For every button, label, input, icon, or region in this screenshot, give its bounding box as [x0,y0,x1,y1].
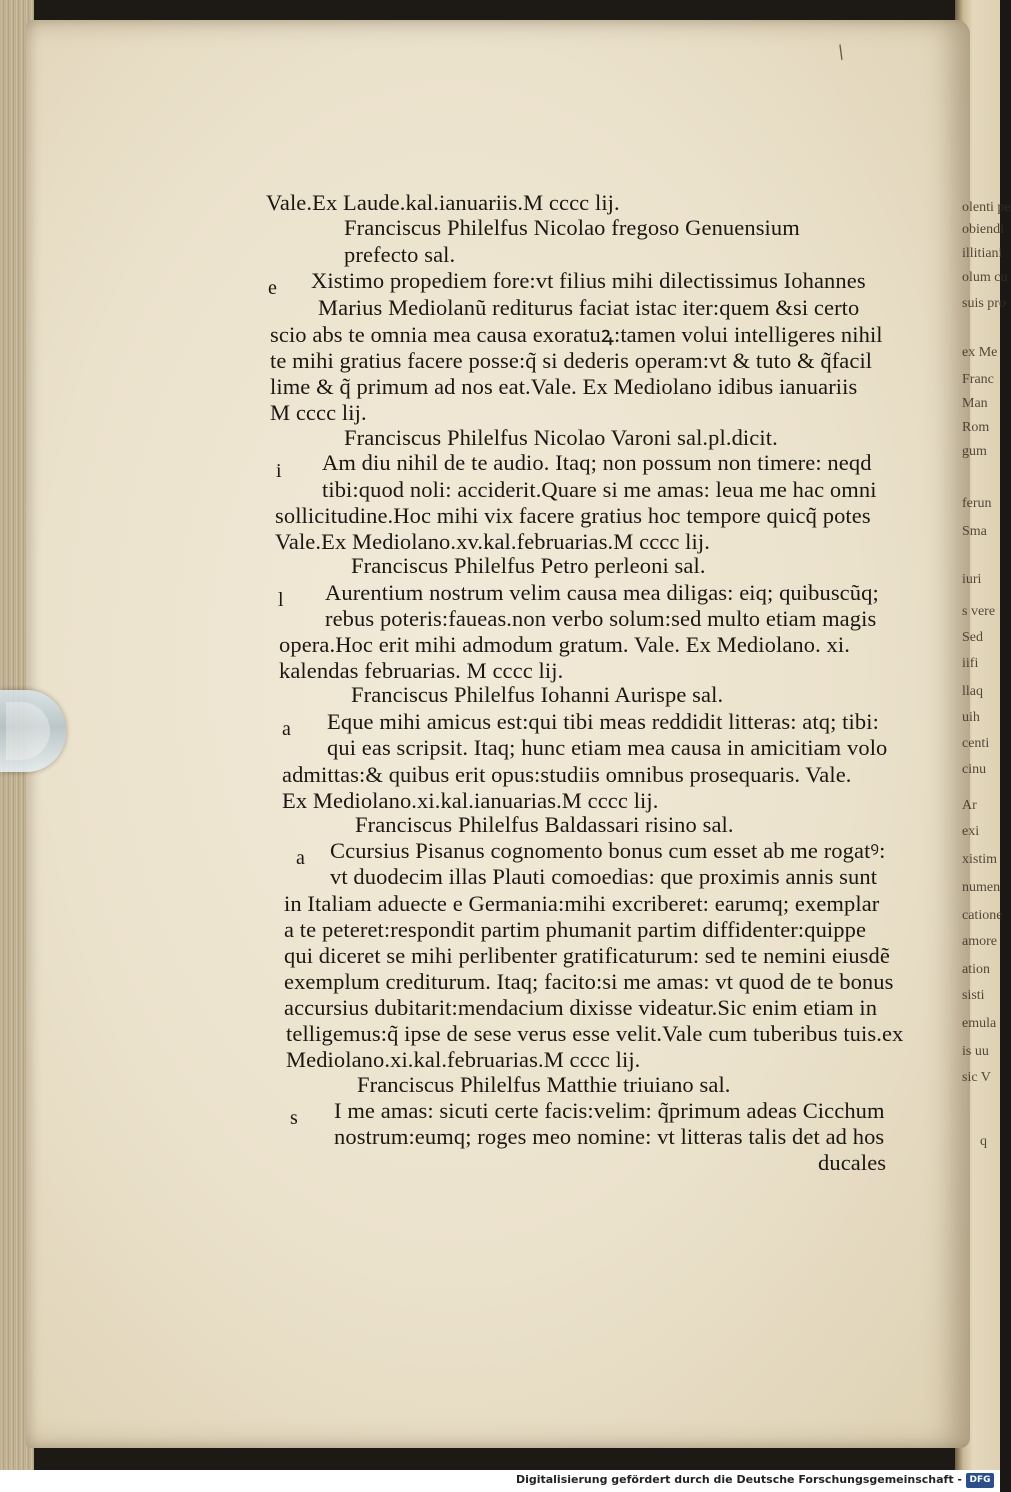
text-line: a te peteret:respondit partim phumanit partim diffidenter:quippe [284,917,867,942]
facing-page-text: obiendi [962,222,1004,237]
facing-page-text: sisti [962,988,985,1003]
facing-page-text: exi [962,824,980,839]
text-line: admittas:& quibus erit opus:studiis omnibus prosequaris. Vale. [282,762,852,787]
facing-page-text: ation [962,962,990,977]
text-line: telligemus:q̃ ipse de sese verus esse velit.Vale cum tuberibus tuis.ex [286,1021,904,1046]
text-line: Mediolano.xi.kal.februarias.M cccc lij. [286,1047,641,1072]
facing-page-text: olum cu [962,270,1008,285]
text-line: Ccursius Pisanus cognomento bonus cum esset ab me rogatꝰ: [330,838,886,863]
text-line: rebus poteris:faueas.non verbo solum:sed multo etiam magis [325,606,877,631]
letter-heading: Franciscus Philelfus Baldassari risino sal. [355,812,734,837]
facing-page-text: emula [962,1016,997,1031]
facing-page-text: gum [962,444,987,459]
facing-page-text: xistim [962,852,998,867]
facing-page-text: Franc [962,372,994,387]
text-line: qui eas scripsit. Itaq; hunc etiam mea causa in amicitiam volo [327,735,888,760]
letter-heading: Franciscus Philelfus Iohanni Aurispe sal. [351,682,724,707]
text-line: Xistimo propediem fore:vt filius mihi dilectissimus Iohannes [311,268,866,293]
facing-page-text: uih [962,710,980,725]
text-line: qui diceret se mihi perlibenter gratificaturum: sed te nemini eiusdẽ [284,943,890,968]
text-line: Am diu nihil de te audio. Itaq; non possum non timere: neqd [322,450,872,475]
text-line: nostrum:eumq; roges meo nomine: vt litteras talis det ad hos [334,1124,885,1149]
guide-initial: a [282,718,291,740]
facing-page-text: cinu [962,762,987,777]
text-line: Eque mihi amicus est:qui tibi meas reddidit litteras: atq; tibi: [327,709,879,734]
facing-page-text: iifi [962,656,979,671]
facing-page-text: ex Me [962,345,998,360]
text-line: sollicitudine.Hoc mihi vix facere gratius hoc tempore quicq̃ potes [275,503,871,528]
facing-page-text: olenti pe [962,200,1011,215]
facing-page-text: Sed [962,630,983,645]
facing-page-text: s vere [962,604,996,619]
text-line: Vale.Ex Laude.kal.ianuariis.M cccc lij. [266,190,620,215]
text-line: kalendas februarias. M cccc lij. [279,658,564,683]
facing-page-text: llaq [962,684,983,699]
guide-initial: i [276,460,282,482]
text-line: tibi:quod noli: acciderit.Quare si me amas: leua me hac omni [322,477,877,502]
text-line: Vale.Ex Mediolano.xv.kal.februarias.M cccc lij. [275,529,710,554]
facing-page-text: suis pro [962,296,1006,311]
letter-heading: Franciscus Philelfus Petro perleoni sal. [351,553,706,578]
facing-page-text: catione [962,908,1003,923]
text-line: vt duodecim illas Plauti comoedias: que proximis annis sunt [330,864,878,889]
text-line: Marius Mediolanũ rediturus faciat istac iter:quem &si certo [318,295,860,320]
letter-heading: Franciscus Philelfus Nicolao fregoso Genuensium [344,215,800,240]
facing-page-text: Rom [962,420,990,435]
text-line: in Italiam aduecte e Germania:mihi excriberet: earumq; exemplar [284,891,880,916]
text-line: Ex Mediolano.xi.kal.ianuarias.M cccc lij. [282,788,659,813]
facing-page-text: amore [962,934,997,949]
guide-initial: l [278,589,284,611]
facing-page-text: Man [962,396,988,411]
guide-initial: e [268,277,277,299]
text-line: te mihi gratius facere posse:q̃ si dederis operam:vt & tuto & q̃facil [270,348,873,373]
facing-page-text: Sma [962,524,987,539]
text-line: I me amas: sicuti certe facis:velim: q̃primum adeas Cicchum [334,1098,885,1123]
catchword: ducales [818,1150,887,1175]
letter-heading: Franciscus Philelfus Matthie triuiano sal. [357,1072,731,1097]
letter-heading: prefecto sal. [344,242,456,267]
guide-initial: s [290,1107,298,1129]
letter-heading: Franciscus Philelfus Nicolao Varoni sal.pl.dicit. [344,425,778,450]
corner-mark: / [833,41,849,64]
facing-page-text: illitiani [962,246,1003,261]
text-line: M cccc lij. [270,400,367,425]
text-line: exemplum crediturum. Itaq; facito:si me amas: vt quod de te bonus [284,969,894,994]
facing-page-text: q [980,1134,987,1149]
facing-page-text: sic V [962,1070,991,1085]
guide-initial: a [296,847,305,869]
facing-page-text: numen [962,880,1001,895]
facing-page-text: is uu [962,1044,989,1059]
text-line: accursius dubitarit:mendacium dixisse videatur.Sic enim etiam in [284,995,878,1020]
facing-page-text: iuri [962,572,982,587]
facing-page-text: Ar [962,798,977,813]
text-line: scio abs te omnia mea causa exoratuꝝ:tamen volui intelligeres nihil [270,322,883,347]
text-line: Aurentium nostrum velim causa mea diligas: eiq; quibuscũq; [325,580,879,605]
dfg-logo: DFG [966,1473,994,1488]
funding-notice: Digitalisierung gefördert durch die Deutsche Forschungsgemeinschaft - [515,1473,962,1486]
facing-page-text: centi [962,736,990,751]
digitization-footer [0,1470,1000,1492]
text-line: opera.Hoc erit mihi admodum gratum. Vale. Ex Mediolano. xi. [279,632,850,657]
facing-page-text: ferun [962,496,992,511]
text-line: lime & q̃ primum ad nos eat.Vale. Ex Mediolano idibus ianuariis [270,374,858,399]
